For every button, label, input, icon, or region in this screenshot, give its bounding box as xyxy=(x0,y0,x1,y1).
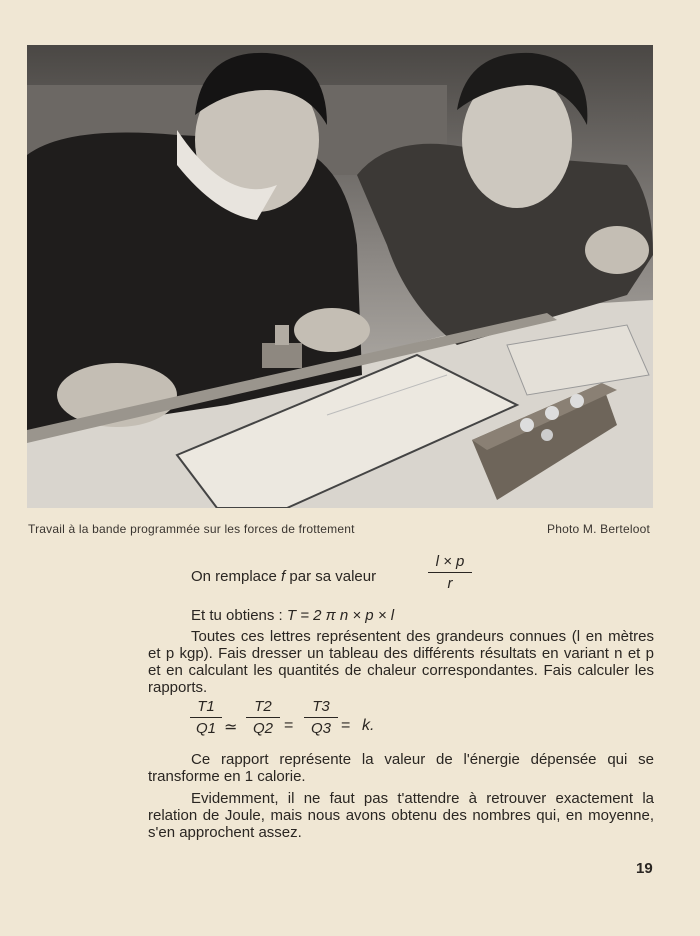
equals-symbol-2: = xyxy=(341,717,351,734)
ratio-t3-q3: T3 Q3 xyxy=(304,698,338,737)
var-f: f xyxy=(281,568,286,585)
line-obtiens: Et tu obtiens : T = 2 π n × p × l xyxy=(191,607,395,624)
photo-credit: Photo M. Berteloot xyxy=(547,522,650,536)
ratio-t1-q1: T1 Q1 xyxy=(190,698,222,737)
paragraph-rapport: Ce rapport représente la valeur de l'énergie dépensée qui se transforme en 1 calorie. xyxy=(148,751,654,785)
photograph-two-students xyxy=(27,45,653,508)
photo-illustration xyxy=(27,45,653,508)
ratio-t2-q2: T2 Q2 xyxy=(246,698,280,737)
fraction-lp-over-r: l × p r xyxy=(428,553,472,592)
caption-text: Travail à la bande programmée sur les forces de frottement xyxy=(28,522,355,536)
paragraph-evidemment: Evidemment, il ne faut pas t'attendre à retrouver exactement la relation de Joule, mais nous avons obtenu des nombres qui, en moyenne, s'en approchent assez. xyxy=(148,790,654,841)
equals-symbol-1: = xyxy=(284,717,294,734)
formula-T: T = 2 π n × p × l xyxy=(286,607,395,624)
paragraph-grandeurs: Toutes ces lettres représentent des grandeurs connues (l en mètres et p kgp). Fais dresser un tableau des différents résultats en variant n et p et en calculant les quantités de chaleur correspondantes. Fais calculer les rapports. xyxy=(148,628,654,696)
page-number: 19 xyxy=(636,860,653,877)
line-remplace: On remplace f par sa valeur xyxy=(191,568,377,585)
constant-k: k. xyxy=(362,717,375,734)
approx-symbol: ≃ xyxy=(224,719,238,736)
